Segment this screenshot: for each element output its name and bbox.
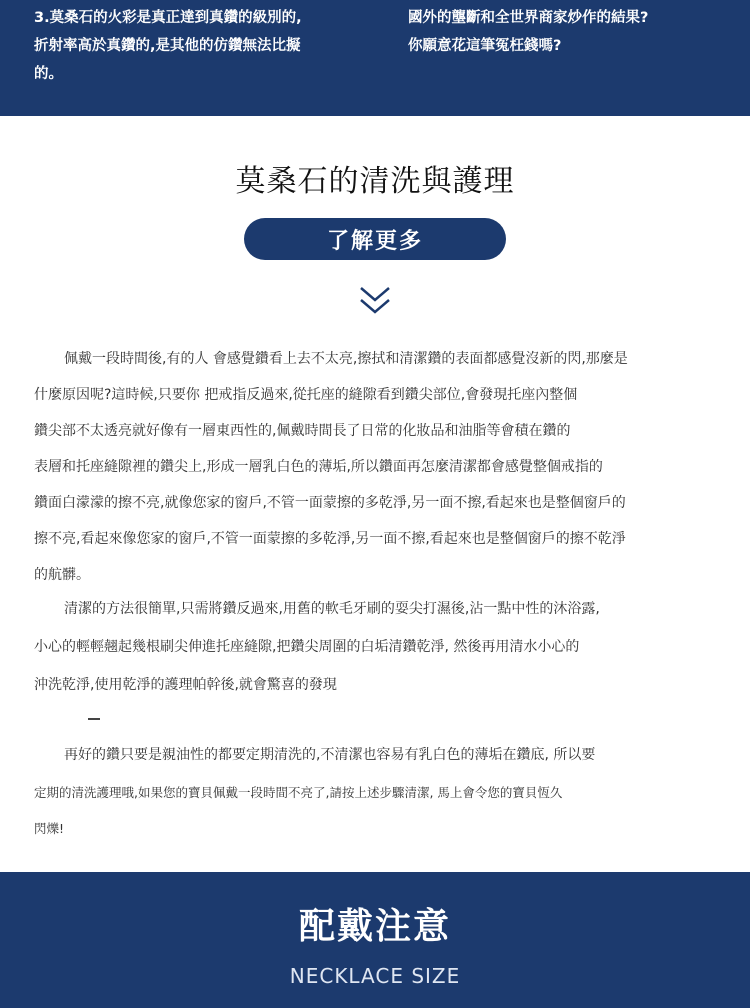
- header-left-text: [34, 4, 374, 88]
- header-right-text: [408, 4, 728, 60]
- section-title: 莫桑石的清洗與護理: [235, 164, 515, 199]
- learn-more-button[interactable]: 了解更多: [244, 218, 506, 260]
- paragraph-line: 鑽面白濛濛的擦不亮,就像您家的窗戶,不管一面蒙擦的多乾淨,另一面不擦,看起來也是整個窗戶的: [34, 495, 626, 511]
- chevron-down-icon: [355, 284, 395, 320]
- paragraph-line: 佩戴一段時間後,有的人 會感覺鑽看上去不太亮,擦拭和清潔鑽的表面都感覺沒新的閃,那麼是: [64, 351, 628, 367]
- paragraph-line: 清潔的方法很簡單,只需將鑽反過來,用舊的軟毛牙刷的耍尖打濕後,沾一點中性的沐浴露,: [64, 601, 600, 617]
- paragraph-line: 表層和托座縫隙裡的鑽尖上,形成一層乳白色的薄垢,所以鑽面再怎麼清潔都會感覺整個戒指的: [34, 459, 603, 475]
- header-left-line: 3.莫桑石的火彩是真正達到真鑽的級別的,: [34, 10, 302, 26]
- header-right-line: 國外的壟斷和全世界商家炒作的結果?: [408, 10, 649, 26]
- header-right-line: 你願意花這筆冤枉錢嗎?: [408, 38, 562, 54]
- divider-dash: [88, 718, 100, 720]
- paragraph-line: 的航髒。: [34, 567, 90, 583]
- paragraph-line: 擦不亮,看起來像您家的窗戶,不管一面蒙擦的多乾淨,另一面不擦,看起來也是整個窗戶的擦不乾淨: [34, 531, 626, 547]
- footer-subtitle: NECKLACE SIZE: [289, 964, 461, 988]
- paragraph-line: 什麼原因呢?這時候,只要你 把戒指反過來,從托座的縫隙看到鑽尖部位,會發現托座內整個: [34, 387, 578, 403]
- paragraph-line: 閃爍!: [34, 821, 65, 836]
- paragraph-line: 小心的輕輕翹起幾根刷尖伸進托座縫隙,把鑽尖周圍的白垢清鑽乾淨, 然後再用清水小心的: [34, 639, 580, 655]
- paragraph-line: 再好的鑽只要是親油性的都要定期清洗的,不清潔也容易有乳白色的薄垢在鑽底, 所以要: [64, 747, 596, 763]
- header-left-line: 的。: [34, 66, 63, 82]
- paragraph-line: 定期的清洗護理哦,如果您的寶貝佩戴一段時間不亮了,請按上述步驟清潔, 馬上會令您的寶貝恆久: [34, 785, 563, 800]
- paragraph-line: 沖洗乾淨,使用乾淨的護理帕幹後,就會驚喜的發現: [34, 677, 337, 693]
- header-left-line: 折射率高於真鑽的,是其他的仿鑽無法比擬: [34, 38, 301, 54]
- footer-title: 配戴注意: [298, 906, 451, 947]
- footer-band: [0, 872, 750, 1008]
- paragraph-line: 鑽尖部不太透亮就好像有一層東西性的,佩戴時間長了日常的化妝品和油脂等會積在鑽的: [34, 423, 571, 439]
- header-band: [0, 0, 750, 116]
